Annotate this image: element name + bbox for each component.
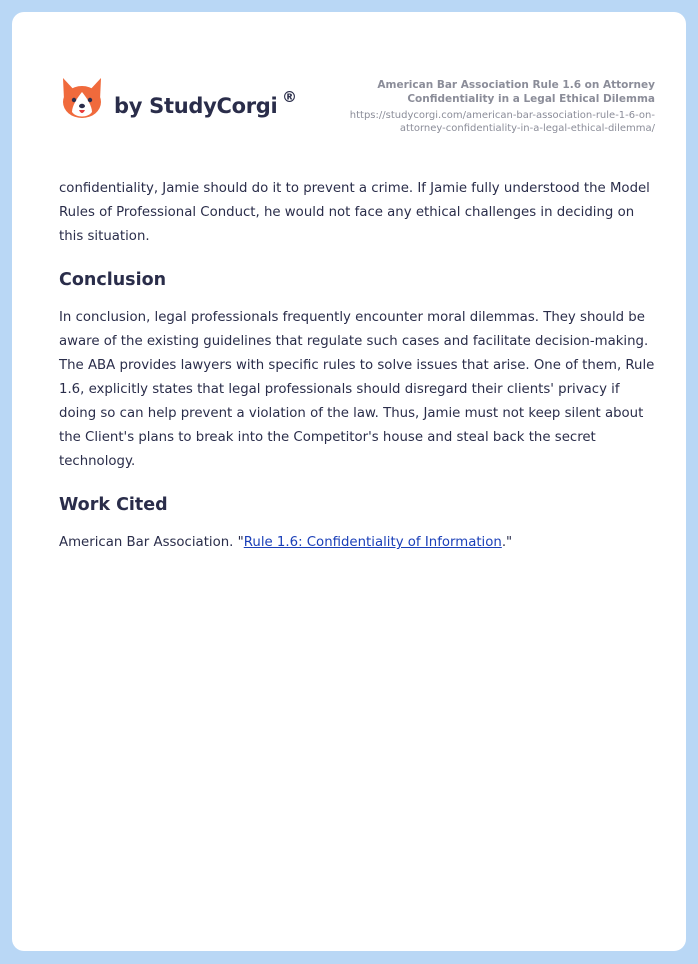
- citation-suffix: .": [501, 535, 513, 550]
- document-url[interactable]: https://studycorgi.com/american-bar-association-rule-1-6-on-attorney-confidentiality-in-a-legal-ethical-dilemma/: [349, 110, 655, 134]
- document-meta: [305, 78, 655, 135]
- page-header: [60, 76, 655, 136]
- conclusion-paragraph: In conclusion, legal professionals frequently encounter moral dilemmas. They should be aware of the existing guidelines that regulate such cases and facilitate decision-making. The ABA provides lawyers with specific rules to solve issues that arise. One of them, Rule 1.6, explicitly states that legal professionals should disregard their clients' privacy if doing so can help prevent a violation of the law. Thus, Jamie must not keep silent about the Client's plans to break into the Competitor's house and steal back the secret technology.: [59, 310, 655, 469]
- intro-paragraph: confidentiality, Jamie should do it to prevent a crime. If Jamie fully understood the Model Rules of Professional Conduct, he would not face any ethical challenges in deciding on this situation.: [59, 181, 650, 244]
- citation: [59, 531, 659, 555]
- citation-prefix: American Bar Association. ": [59, 535, 244, 550]
- brand-name: by StudyCorgi: [114, 94, 278, 118]
- works-cited-heading: Work Cited: [59, 495, 168, 515]
- conclusion-heading: Conclusion: [59, 270, 167, 290]
- citation-link[interactable]: Rule 1.6: Confidentiality of Information: [243, 535, 502, 550]
- document-title: American Bar Association Rule 1.6 on Attorney Confidentiality in a Legal Ethical Dilemma: [377, 79, 655, 105]
- registered-mark: ®: [282, 88, 297, 106]
- article-body: [59, 177, 659, 555]
- document-page: [12, 12, 686, 951]
- corgi-icon: [60, 76, 104, 122]
- studycorgi-logo[interactable]: [60, 76, 300, 126]
